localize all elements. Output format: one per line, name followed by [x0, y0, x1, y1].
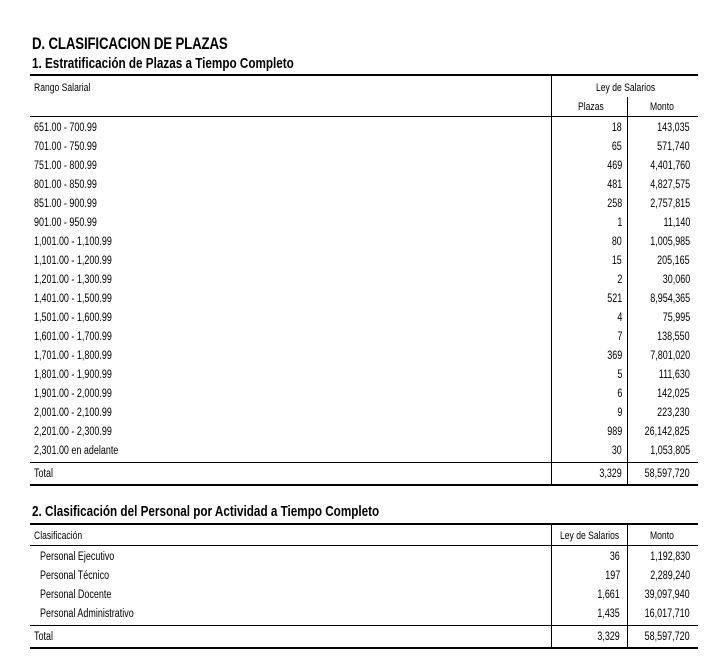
table-row-monto [630, 216, 690, 230]
table-row-plazas-text: 15 [612, 255, 622, 267]
table-row-monto [630, 311, 690, 325]
table-row-clasificacion-text: Personal Administrativo [40, 608, 134, 620]
table-row-plazas [560, 425, 622, 439]
table-row-monto-text: 4,827,575 [650, 179, 690, 191]
table-row-monto-text: 223,230 [657, 407, 690, 419]
table-row-rango-text: 801.00 - 850.99 [34, 179, 97, 191]
header-monto [650, 100, 681, 114]
table-row-monto [630, 254, 690, 268]
table-row-monto-text: 2,289,240 [650, 570, 690, 582]
table2-title [32, 503, 477, 520]
table2-total-monto-text: 58,597,720 [645, 631, 690, 643]
table-row-plazas-text: 369 [607, 350, 622, 362]
table-row-monto-text: 111,630 [658, 369, 690, 381]
table-row-plazas [560, 607, 620, 621]
table-row-monto-text: 75,995 [662, 312, 690, 324]
table-row-monto [630, 330, 690, 344]
table-row-rango-text: 1,601.00 - 1,700.99 [34, 331, 112, 343]
table-row-monto [630, 349, 690, 363]
table-row-plazas-text: 197 [605, 570, 620, 582]
header-plazas [578, 100, 611, 114]
table-row-rango [34, 121, 234, 135]
table2-title-text: 2. Clasificación del Personal por Actividad a Tiempo Completo [32, 503, 380, 520]
table-row-rango-text: 901.00 - 950.99 [34, 217, 97, 229]
table-row-plazas [560, 197, 622, 211]
table-row-plazas-text: 9 [617, 407, 622, 419]
table2-divider-clasificacion [551, 525, 552, 647]
table-row-monto-text: 26,142,825 [645, 426, 690, 438]
table-row-rango [34, 140, 234, 154]
table-row-plazas [560, 140, 622, 154]
table-row-monto [630, 273, 690, 287]
table-row-plazas [560, 588, 620, 602]
table-row-plazas [560, 254, 622, 268]
table-row-rango-text: 1,101.00 - 1,200.99 [34, 255, 112, 267]
table-row-monto [630, 292, 690, 306]
table-row-plazas [560, 330, 622, 344]
table-row-monto [630, 569, 690, 583]
header-clasificacion-text: Clasificación [34, 530, 83, 542]
table-row-rango-text: 1,001.00 - 1,100.99 [34, 236, 112, 248]
table-row-plazas-text: 1,661 [597, 589, 620, 601]
table-row-plazas-text: 1 [617, 217, 622, 229]
table-row-plazas-text: 65 [612, 141, 622, 153]
table-row-monto [630, 406, 690, 420]
table-row-clasificacion [40, 607, 340, 621]
table-row-rango-text: 1,701.00 - 1,800.99 [34, 350, 112, 362]
table-row-rango [34, 197, 234, 211]
table-row-plazas [560, 292, 622, 306]
table-row-monto [630, 387, 690, 401]
header-clasificacion [34, 529, 96, 543]
table-row-monto [630, 550, 690, 564]
table-row-rango [34, 292, 234, 306]
table2-total-rule [30, 625, 698, 626]
table-row-monto-text: 1,192,830 [650, 551, 690, 563]
table-row-monto-text: 1,005,985 [650, 236, 690, 248]
table-row-monto [630, 444, 690, 458]
table2-total-label-text: Total [34, 631, 53, 643]
table-row-rango [34, 311, 234, 325]
table-row-rango-text: 851.00 - 900.99 [34, 198, 97, 210]
table-row-rango [34, 368, 234, 382]
table-row-plazas [560, 569, 620, 583]
table-row-monto-text: 30,060 [662, 274, 690, 286]
table-row-rango [34, 444, 234, 458]
header-rango-salarial-text: Rango Salarial [34, 82, 91, 94]
section-title-text: D. CLASIFICACION DE PLAZAS [32, 34, 228, 53]
table-row-rango [34, 387, 234, 401]
table-row-monto-text: 205,165 [657, 255, 690, 267]
table2-divider-plazas [627, 525, 628, 647]
table-row-monto [630, 607, 690, 621]
table-row-plazas [560, 387, 622, 401]
table-row-monto-text: 16,017,710 [645, 608, 690, 620]
table1-bottom-rule [30, 484, 698, 486]
header-monto-2-text: Monto [650, 530, 674, 542]
table-row-plazas-text: 469 [607, 160, 622, 172]
table-row-rango [34, 349, 234, 363]
header-monto-text: Monto [650, 101, 674, 113]
table-row-rango-text: 651.00 - 700.99 [34, 122, 97, 134]
table-row-plazas [560, 406, 622, 420]
table-row-plazas-text: 481 [607, 179, 622, 191]
table-row-clasificacion-text: Personal Ejecutivo [40, 551, 115, 563]
table1-title [32, 55, 368, 72]
table-row-clasificacion [40, 569, 340, 583]
table1-header-rule [30, 116, 698, 117]
table-row-plazas [560, 349, 622, 363]
table-row-rango-text: 1,401.00 - 1,500.99 [34, 293, 112, 305]
table1-total-plazas [560, 467, 622, 481]
table1-total-monto [630, 467, 690, 481]
table2-total-monto [630, 630, 690, 644]
table-row-monto-text: 138,550 [657, 331, 690, 343]
table-row-plazas-text: 6 [617, 388, 622, 400]
table-row-clasificacion-text: Personal Docente [40, 589, 112, 601]
table-row-monto [630, 368, 690, 382]
header-ley-de-salarios [596, 81, 672, 95]
table-row-monto [630, 425, 690, 439]
header-plazas-text: Plazas [578, 101, 604, 113]
table-row-plazas-text: 989 [607, 426, 622, 438]
table-row-rango-text: 1,801.00 - 1,900.99 [34, 369, 112, 381]
table-row-rango [34, 425, 234, 439]
table1-total-label [34, 467, 58, 481]
table-row-plazas-text: 5 [617, 369, 622, 381]
table-row-monto-text: 1,053,805 [650, 445, 690, 457]
table2-total-plazas [560, 630, 620, 644]
table-row-plazas [560, 273, 622, 287]
table-row-plazas-text: 521 [607, 293, 622, 305]
table-row-monto [630, 588, 690, 602]
table-row-rango-text: 2,001.00 - 2,100.99 [34, 407, 112, 419]
table-row-monto-text: 11,140 [663, 217, 690, 229]
table1-total-label-text: Total [34, 468, 53, 480]
table-row-clasificacion-text: Personal Técnico [40, 570, 110, 582]
table-row-plazas-text: 258 [607, 198, 622, 210]
table-row-plazas [560, 311, 622, 325]
table2-top-rule [30, 523, 698, 525]
table-row-clasificacion [40, 550, 340, 564]
table-row-plazas-text: 80 [612, 236, 622, 248]
table-row-rango [34, 330, 234, 344]
table-row-rango-text: 1,901.00 - 2,000.99 [34, 388, 112, 400]
table-row-plazas-text: 2 [617, 274, 622, 286]
table-row-plazas-text: 36 [610, 551, 620, 563]
table-row-rango-text: 1,201.00 - 1,300.99 [34, 274, 112, 286]
table-row-plazas-text: 1,435 [597, 608, 620, 620]
table2-total-label [34, 630, 58, 644]
header-rango-salarial [34, 81, 106, 95]
table-row-rango-text: 701.00 - 750.99 [34, 141, 97, 153]
table-row-clasificacion [40, 588, 340, 602]
table-row-plazas [560, 216, 622, 230]
header-monto-2 [650, 529, 681, 543]
table-row-plazas [560, 235, 622, 249]
table-row-rango [34, 159, 234, 173]
table1-total-monto-text: 58,597,720 [645, 468, 690, 480]
table-row-plazas-text: 4 [617, 312, 622, 324]
table-row-monto-text: 4,401,760 [650, 160, 690, 172]
table-row-plazas-text: 18 [612, 122, 622, 134]
table-row-plazas [560, 121, 622, 135]
table-row-rango [34, 178, 234, 192]
table-row-monto [630, 121, 690, 135]
table-row-plazas [560, 444, 622, 458]
table-row-rango-text: 1,501.00 - 1,600.99 [34, 312, 112, 324]
table-row-monto-text: 142,025 [657, 388, 690, 400]
table2-total-plazas-text: 3,329 [597, 631, 620, 643]
table-row-plazas [560, 159, 622, 173]
table-row-rango [34, 406, 234, 420]
table-row-monto-text: 571,740 [657, 141, 690, 153]
table-row-monto [630, 140, 690, 154]
table1-title-text: 1. Estratificación de Plazas a Tiempo Completo [32, 55, 294, 72]
table1-total-plazas-text: 3,329 [599, 468, 622, 480]
table-row-monto [630, 159, 690, 173]
table-row-rango-text: 751.00 - 800.99 [34, 160, 97, 172]
table1-divider-rango [551, 76, 552, 484]
table-row-monto [630, 197, 690, 211]
table-row-plazas-text: 7 [617, 331, 622, 343]
table1-total-rule [30, 462, 698, 463]
header-ley-de-salarios-2-text: Ley de Salarios [560, 530, 620, 542]
table2-bottom-rule [30, 647, 698, 649]
table2-header-rule [30, 545, 698, 546]
table-row-rango [34, 254, 234, 268]
table-row-rango [34, 235, 234, 249]
header-ley-de-salarios-text: Ley de Salarios [596, 82, 656, 94]
table-row-plazas [560, 550, 620, 564]
table-row-monto-text: 2,757,815 [650, 198, 690, 210]
table-row-monto-text: 7,801,020 [650, 350, 690, 362]
table-row-monto-text: 8,954,365 [650, 293, 690, 305]
table-row-rango-text: 2,201.00 - 2,300.99 [34, 426, 112, 438]
table-row-monto [630, 235, 690, 249]
section-title [32, 34, 283, 54]
table-row-monto [630, 178, 690, 192]
table-row-plazas [560, 368, 622, 382]
header-ley-de-salarios-2 [560, 529, 636, 543]
table-row-monto-text: 143,035 [657, 122, 690, 134]
table-row-plazas-text: 30 [612, 445, 622, 457]
table-row-monto-text: 39,097,940 [645, 589, 690, 601]
table-row-rango [34, 216, 234, 230]
table-row-rango-text: 2,301.00 en adelante [34, 445, 119, 457]
table1-divider-plazas [627, 97, 628, 484]
table1-top-rule [30, 74, 698, 76]
table-row-plazas [560, 178, 622, 192]
table-row-rango [34, 273, 234, 287]
